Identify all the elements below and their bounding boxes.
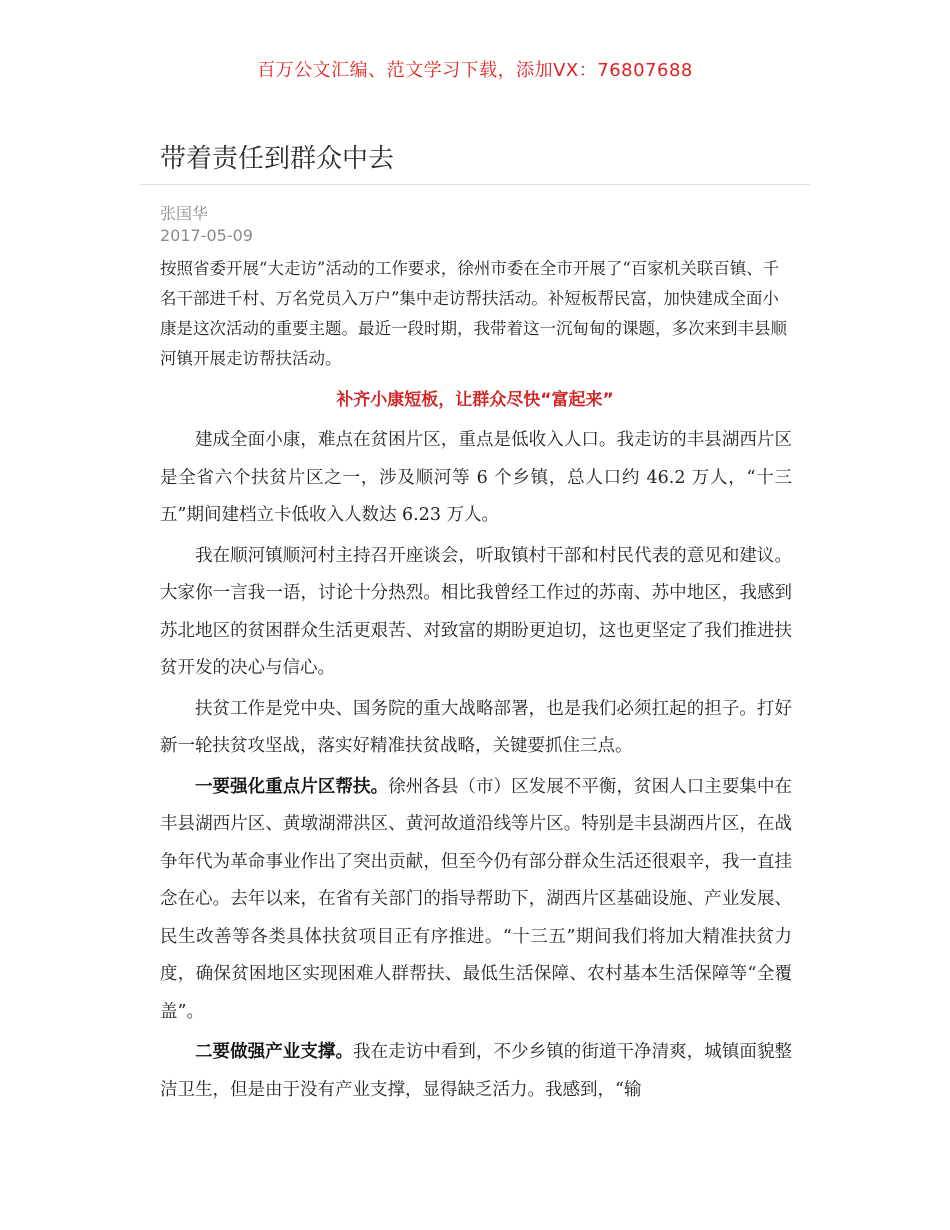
- title-divider: [140, 184, 810, 185]
- paragraph-text: 扶贫工作是党中央、国务院的重大战略部署，也是我们必须扛起的担子。打好新一轮扶贫攻坚战，落实好精准扶贫战略，关键要抓住三点。: [160, 698, 792, 756]
- body-paragraph: [160, 691, 792, 766]
- article-author: 张国华: [160, 204, 209, 223]
- paragraph-lead: 一要强化重点片区帮扶。: [195, 776, 389, 797]
- article-date: 2017-05-09: [160, 226, 253, 245]
- body-paragraph: [160, 769, 792, 1032]
- body-paragraph: [160, 538, 792, 688]
- article-intro: [160, 254, 790, 374]
- paragraph-text: 建成全面小康，难点在贫困片区，重点是低收入人口。我走访的丰县湖西片区是全省六个扶贫片区之一，涉及顺河等 6 个乡镇，总人口约 46.2 万人，“十三五”期间建档立卡低收入人数达 6.23 万人。: [160, 430, 792, 525]
- paragraph-text: 我在顺河镇顺河村主持召开座谈会，听取镇村干部和村民代表的意见和建议。大家你一言我一语，讨论十分热烈。相比我曾经工作过的苏南、苏中地区，我感到苏北地区的贫困群众生活更艰苦、对致富的期盼更迫切，这也更坚定了我们推进扶贫开发的决心与信心。: [160, 545, 792, 678]
- body-paragraph: [160, 422, 792, 535]
- paragraph-text: 徐州各县（市）区发展不平衡，贫困人口主要集中在丰县湖西片区、黄墩湖滞洪区、黄河故道沿线等片区。特别是丰县湖西片区，在战争年代为革命事业作出了突出贡献，但至今仍有部分群众生活还很艰辛，我一直挂念在心。去年以来，在省有关部门的指导帮助下，湖西片区基础设施、产业发展、民生改善等各类具体扶贫项目正有序推进。“十三五”期间我们将加大精准扶贫力度，确保贫困地区实现困难人群帮扶、最低生活保障、农村基本生活保障等“全覆盖”。: [160, 776, 793, 1022]
- paragraph-lead: 二要做强产业支撑。: [195, 1042, 354, 1062]
- article-body: [160, 422, 792, 1112]
- intro-paragraph: 按照省委开展“大走访”活动的工作要求，徐州市委在全市开展了“百家机关联百镇、千名干部进千村、万名党员入万户”集中走访帮扶活动。补短板帮民富，加快建成全面小康是这次活动的重要主题。最近一段时期，我带着这一沉甸甸的课题，多次来到丰县顺河镇开展走访帮扶活动。: [160, 259, 787, 368]
- section-subheading: 补齐小康短板，让群众尽快“富起来”: [336, 390, 614, 410]
- paragraph-text: 我在走访中看到，不少乡镇的街道干净清爽，城镇面貌整洁卫生，但是由于没有产业支撑，显得缺乏活力。我感到，“输: [160, 1042, 792, 1100]
- promo-banner: 百万公文汇编、范文学习下载，添加VX：76807688: [257, 60, 693, 81]
- body-paragraph: [160, 1034, 792, 1109]
- article-title: 带着责任到群众中去: [160, 144, 395, 174]
